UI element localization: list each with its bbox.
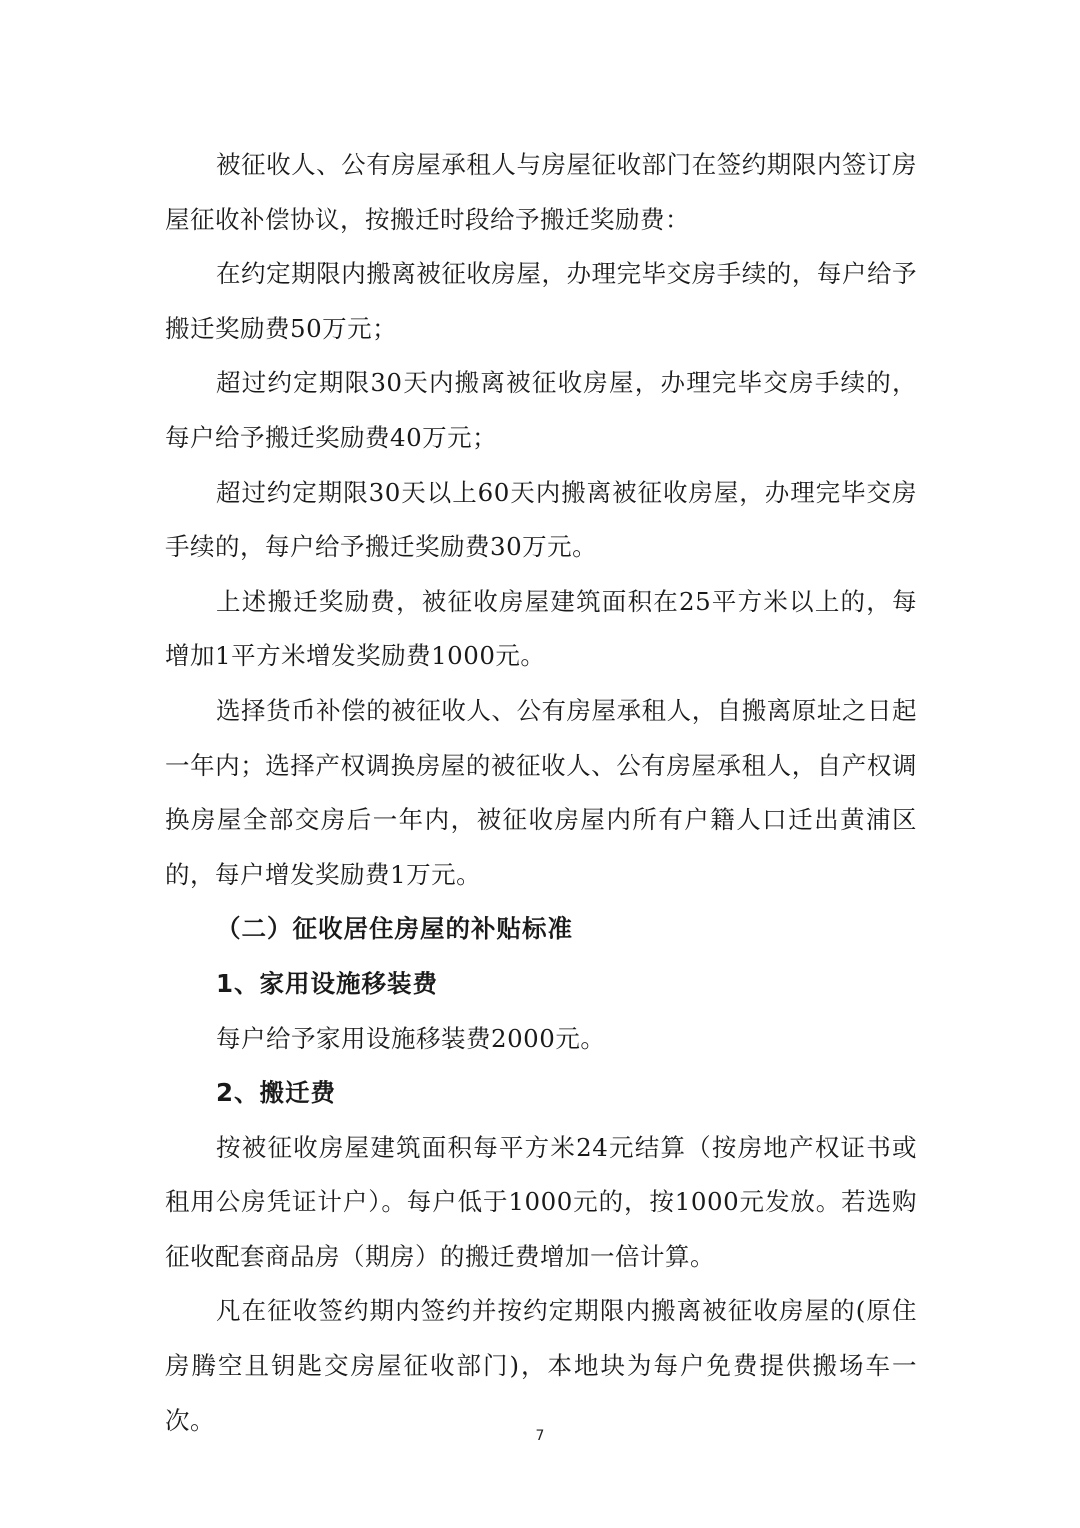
paragraph-incentive-within-30-days: 超过约定期限30天内搬离被征收房屋，办理完毕交房手续的，每户给予搬迁奖励费40万元； [165, 368, 917, 452]
paragraph-relocation-incentive-intro: 被征收人、公有房屋承租人与房屋征收部门在签约期限内签订房屋征收补偿协议，按搬迁时段给予搬迁奖励费： [165, 150, 917, 234]
page-number: 7 [535, 1428, 545, 1444]
paragraph-household-registration-bonus: 选择货币补偿的被征收人、公有房屋承租人，自搬离原址之日起一年内；选择产权调换房屋的被征收人、公有房屋承租人，自产权调换房屋全部交房后一年内，被征收房屋内所有户籍人口迁出黄浦区的，每户增发奖励费1万元。 [165, 695, 917, 889]
subheading-moving-fee: 2、搬迁费 [216, 1078, 337, 1108]
document-body [165, 138, 917, 1448]
paragraph-appliance-relocation-fee: 每户给予家用设施移装费2000元。 [216, 1023, 606, 1053]
paragraph-moving-fee-calculation: 按被征收房屋建筑面积每平方米24元结算（按房地产权证书或租用公房凭证计户）。每户低于1000元的，按1000元发放。若选购征收配套商品房（期房）的搬迁费增加一倍计算。 [165, 1132, 917, 1271]
paragraph-incentive-within-deadline: 在约定期限内搬离被征收房屋，办理完毕交房手续的，每户给予搬迁奖励费50万元； [165, 259, 917, 343]
paragraph-incentive-30-to-60-days: 超过约定期限30天以上60天内搬离被征收房屋，办理完毕交房手续的，每户给予搬迁奖励费30万元。 [165, 477, 917, 562]
paragraph-incentive-area-bonus: 上述搬迁奖励费，被征收房屋建筑面积在25平方米以上的，每增加1平方米增发奖励费1000元。 [165, 586, 917, 671]
subheading-appliance-relocation-fee: 1、家用设施移装费 [216, 968, 439, 998]
paragraph-free-moving-truck: 凡在征收签约期内签约并按约定期限内搬离被征收房屋的(原住房腾空且钥匙交房屋征收部门)，本地块为每户免费提供搬场车一次。 [165, 1296, 917, 1435]
section-heading-residential-subsidy: （二）征收居住房屋的补贴标准 [216, 914, 573, 944]
